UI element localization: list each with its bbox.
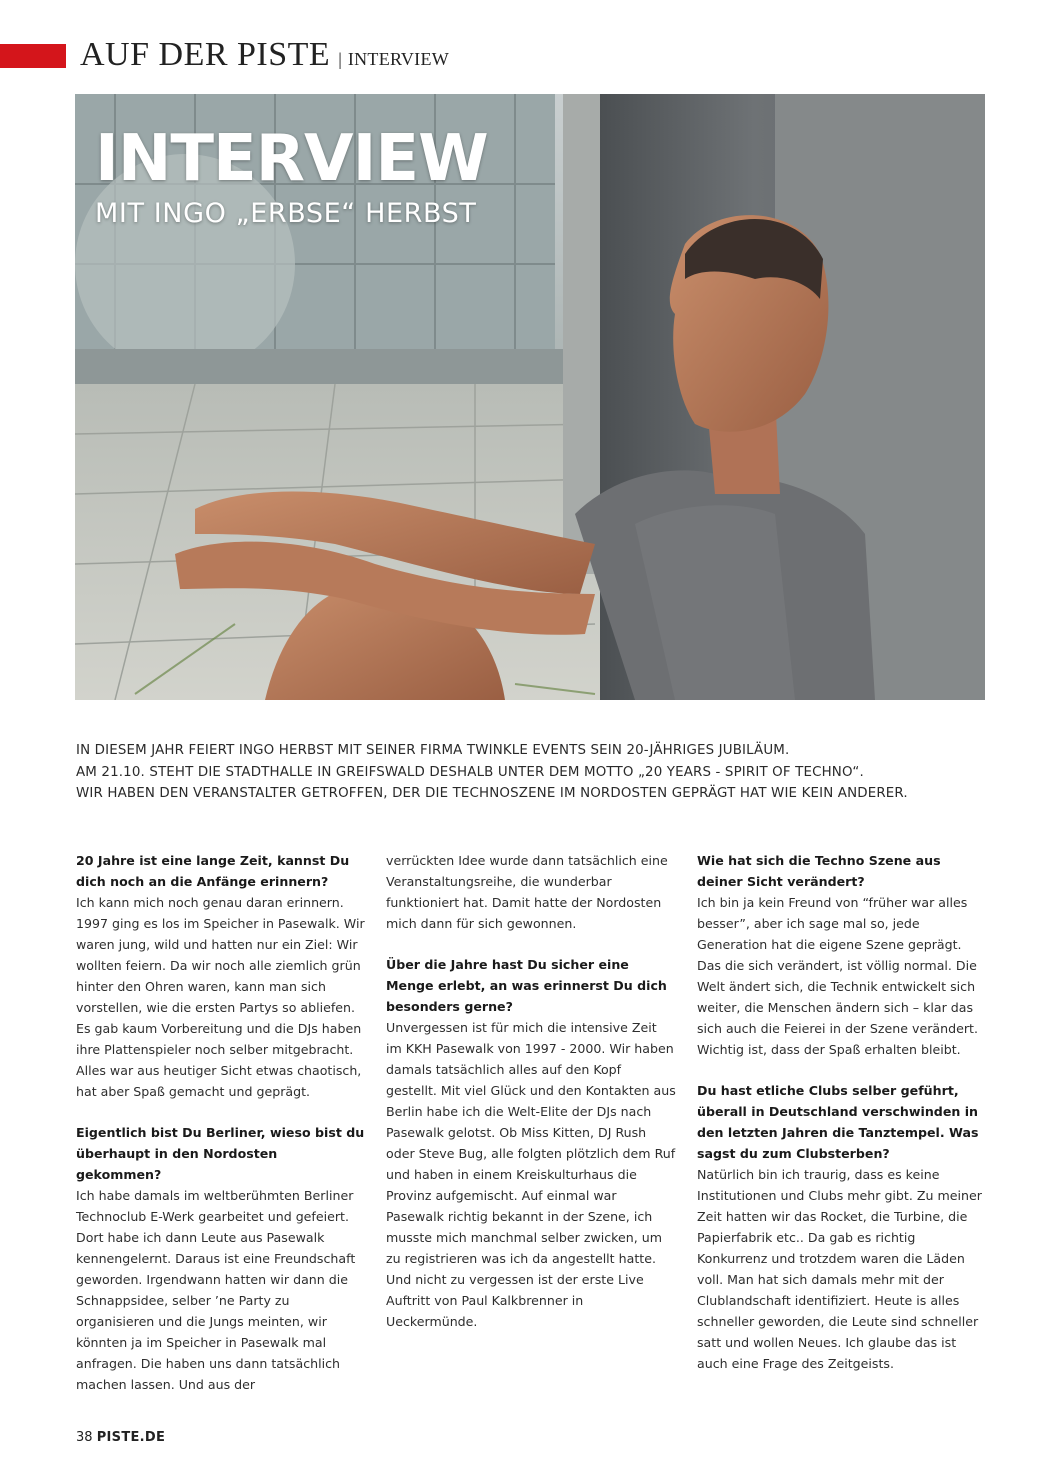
section-accent-bar <box>0 44 66 68</box>
hero-subtitle: MIT INGO „ERBSE“ HERBST <box>95 198 477 229</box>
header-separator: | <box>338 49 342 69</box>
answer: Ich bin ja kein Freund von “früher war alles besser”, aber ich sage mal so, jede Generation hat die eigene Szene geprägt. Das die sich verändert, ist völlig normal. Die Welt ändert sich, die Technik entwickelt sich weiter, die Menschen ändern sich – klar das sich auch die Feierei in der Szene verändert. Wichtig ist, dass der Spaß erhalten bleibt. <box>697 895 978 1057</box>
publication-brand: PISTE.DE <box>96 1430 166 1445</box>
hero-photo <box>75 94 985 700</box>
hero-title: INTERVIEW <box>95 122 488 196</box>
question: Eigentlich bist Du Berliner, wieso bist du überhaupt in den Nordosten gekommen? <box>76 1125 365 1182</box>
answer: Ich kann mich noch genau daran erinnern. 1997 ging es los im Speicher in Pasewalk. Wir waren jung, wild und hatten nur ein Ziel: Wir wollten feiern. Da wir noch alle ziemlich grün hinter den Ohren waren, kann man sich vorstellen, wie die ersten Partys so abliefen. Es gab kaum Vorbereitung und die DJs haben ihre Plattenspieler noch selber mitgebracht. Alles war aus heutiger Sicht etwas chaotisch, hat aber Spaß gemacht und geprägt. <box>76 895 365 1099</box>
answer: Ich habe damals im weltberühmten Berliner Technoclub E-Werk gearbeitet und gefeiert. Dort habe ich dann Leute aus Pasewalk kennengelernt. Daraus ist eine Freundschaft geworden. Irgendwann hatten wir dann die Schnappsidee, selber ’ne Party zu organisieren und die Jungs meinten, wir könnten ja im Speicher in Pasewalk mal anfragen. Die haben uns dann tatsächlich machen lassen. Und aus der <box>76 1188 356 1392</box>
section-title: AUF DER PISTE <box>80 36 331 73</box>
page-number: 38 <box>76 1430 93 1445</box>
intro-line: AM 21.10. STEHT DIE STADTHALLE IN GREIFSWALD DESHALB UNTER DEM MOTTO „20 YEARS - SPIRIT OF TECHNO“. <box>76 764 864 780</box>
intro-line: WIR HABEN DEN VERANSTALTER GETROFFEN, DER DIE TECHNOSZENE IM NORDOSTEN GEPRÄGT HAT WIE KEIN ANDERER. <box>76 786 908 801</box>
question: Du hast etliche Clubs selber geführt, überall in Deutschland verschwinden in den letzten Jahren die Tanztempel. Was sagst du zum Clubsterben? <box>697 1083 979 1161</box>
page-footer <box>76 1430 165 1445</box>
answer-continued: verrückten Idee wurde dann tatsächlich eine Veranstaltungsreihe, die wunderbar funktioniert hat. Damit hatte der Nordosten mich dann für sich gewonnen. <box>386 853 668 931</box>
text-column-2 <box>386 850 676 1352</box>
question: Über die Jahre hast Du sicher eine Menge erlebt, an was erinnerst Du dich besonders gerne? <box>386 957 667 1014</box>
text-column-3 <box>697 850 987 1394</box>
answer: Unvergessen ist für mich die intensive Zeit im KKH Pasewalk von 1997 - 2000. Wir haben damals tatsächlich alles auf den Kopf gestellt. Mit viel Glück und den Kontakten aus Berlin habe ich die Welt-Elite der DJs nach Pasewalk gelotst. Ob Miss Kitten, DJ Rush oder Steve Bug, alle folgten plötzlich dem Ruf und haben in einem Kreiskulturhaus die Provinz aufgemischt. Auf einmal war Pasewalk richtig bekannt in der Szene, ich musste mich manchmal selber zwicken, um zu registrieren was ich da angestellt hatte. Und nicht zu vergessen ist der erste Live Auftritt von Paul Kalkbrenner in Ueckermünde. <box>386 1020 676 1329</box>
answer: Natürlich bin ich traurig, dass es keine Institutionen und Clubs mehr gibt. Zu meiner Zeit hatten wir das Rocket, die Turbine, die Papierfabrik etc.. Da gab es richtig Konkurrenz und trotzdem waren die Läden voll. Man hat sich damals mehr mit der Clublandschaft identifiziert. Heute is alles schneller geworden, die Leute sind schneller satt und wollen Neues. Ich glaube das ist auch eine Frage des Zeitgeists. <box>697 1167 982 1371</box>
text-column-1 <box>76 850 366 1415</box>
section-subtitle: INTERVIEW <box>347 49 450 69</box>
question: Wie hat sich die Techno Szene aus deiner Sicht verändert? <box>697 853 941 889</box>
question: 20 Jahre ist eine lange Zeit, kannst Du dich noch an die Anfänge erinnern? <box>76 853 350 889</box>
intro-paragraph <box>76 740 976 805</box>
intro-line: IN DIESEM JAHR FEIERT INGO HERBST MIT SEINER FIRMA TWINKLE EVENTS SEIN 20-JÄHRIGES JUBILÄUM. <box>76 743 790 758</box>
section-header <box>80 36 449 74</box>
